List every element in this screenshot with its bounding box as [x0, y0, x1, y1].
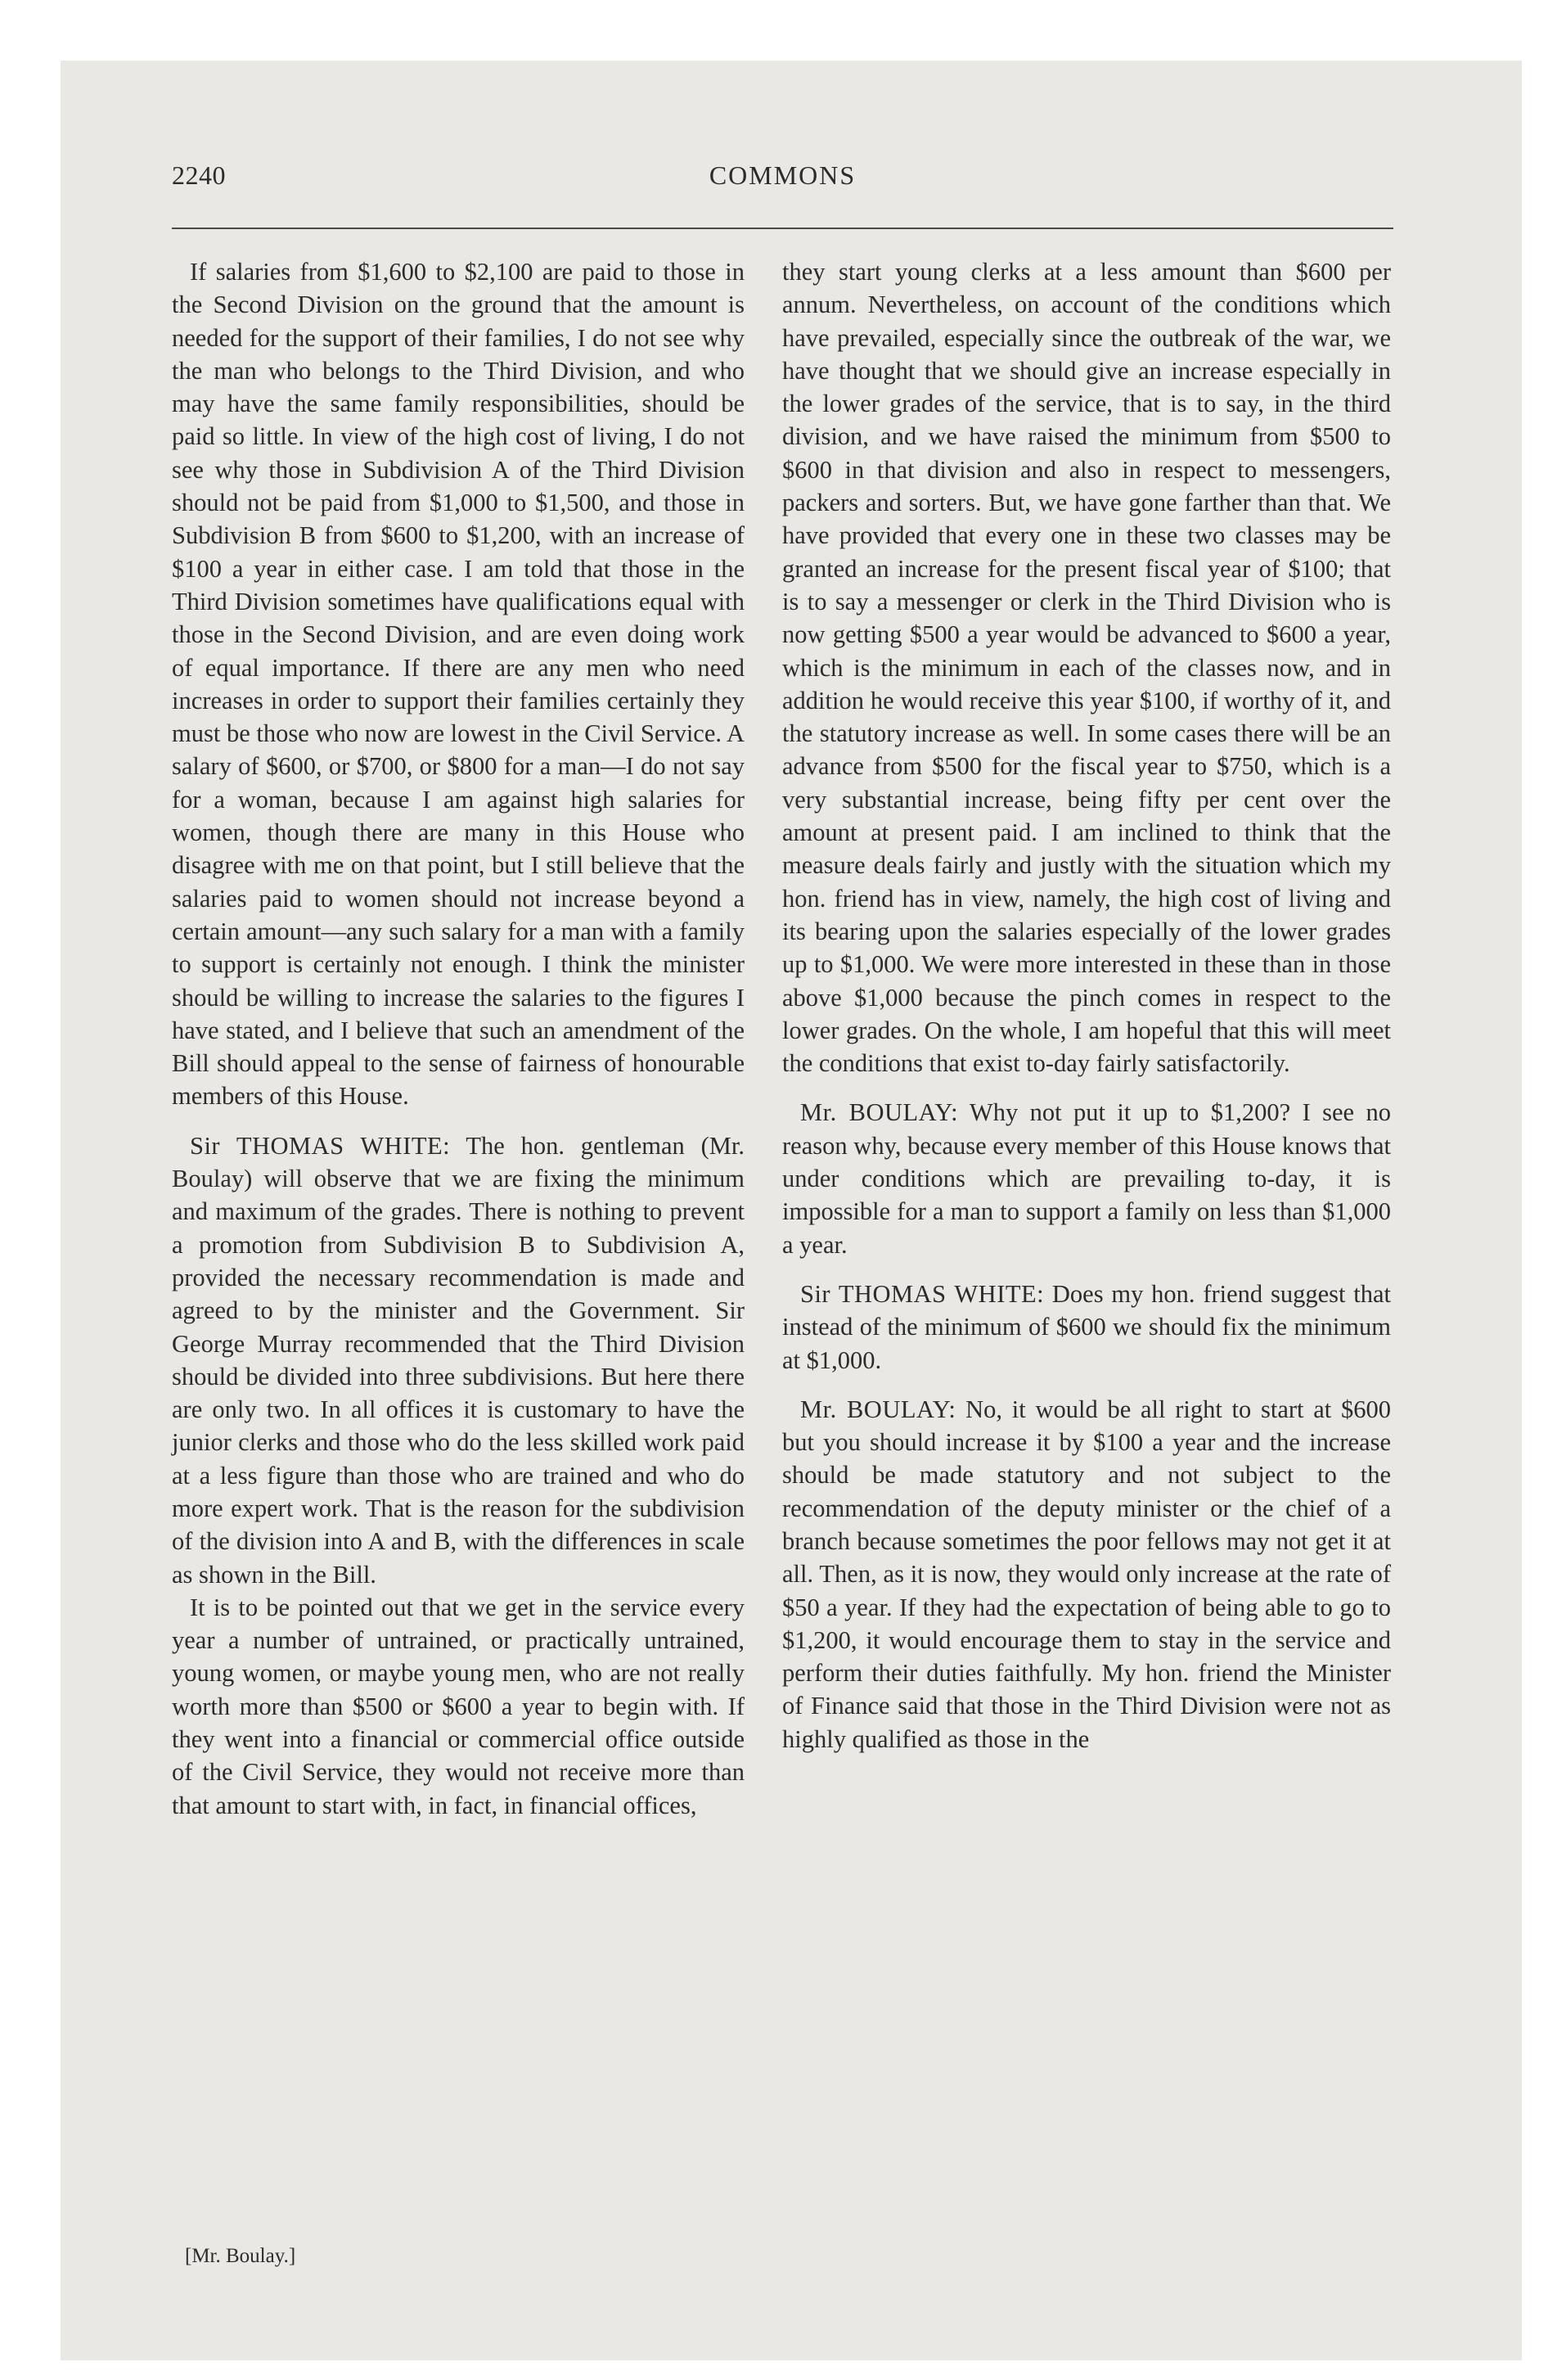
speech-text: Does my hon. friend suggest that instead of the minimum of $600 we should fix the minimum at $1,000.: [782, 1279, 1391, 1374]
footer-speaker-mark: [Mr. Boulay.]: [185, 2245, 296, 2267]
speaker-name: Mr. BOULAY:: [800, 1098, 959, 1127]
running-head: COMMONS: [709, 160, 857, 190]
speech-text: Why not put it up to $1,200? I see no reason why, because every member of this House knows that under conditions which are prevailing to-day, it is impossible for a man to support a family on less than $1,000 a year.: [782, 1098, 1391, 1259]
paragraph-boulay-question: [782, 1096, 1391, 1260]
speaker-name: Sir THOMAS WHITE:: [190, 1131, 451, 1160]
paragraph-white-question: [782, 1278, 1391, 1377]
header-rule: [172, 228, 1393, 229]
page-number: 2240: [172, 160, 226, 190]
left-column: [172, 255, 745, 1822]
paragraph-boulay-answer: [782, 1393, 1391, 1756]
paragraph-white-continued: It is to be pointed out that we get in the service every year a number of untrained, or practically untrained, young women, or maybe young men, who are not really worth more than $500 or $600 a year to begin with. If they went into a financial or commercial office outside of the Civil Service, they would not receive more than that amount to start with, in fact, in financial offices,: [172, 1593, 745, 1819]
speech-text: The hon. gentleman (Mr. Boulay) will observe that we are fixing the minimum and maximum of the grades. There is nothing to prevent a promotion from Subdivision B to Subdivision A, provided the necessary recommendation is made and agreed to by the minister and the Government. Sir George Murray recommended that the Third Division should be divided into three subdivisions. But here there are only two. In all offices it is customary to have the junior clerks and those who do the less skilled work paid at a less figure than those who are trained and who do more expert work. That is the reason for the subdivision of the division into A and B, with the differences in scale as shown in the Bill.: [172, 1131, 745, 1589]
paragraph-white-reply: [172, 1129, 745, 1591]
speaker-name: Mr. BOULAY:: [800, 1395, 956, 1423]
paragraph-boulay-speech: If salaries from $1,600 to $2,100 are paid to those in the Second Division on the ground that the amount is needed for the support of their families, I do not see why the man who belongs to the Third Division, and who may have the same family responsibilities, should be paid so little. In view of the high cost of living, I do not see why those in Subdivision A of the Third Division should not be paid from $1,000 to $1,500, and those in Subdivision B from $600 to $1,200, with an increase of $100 a year in either case. I am told that those in the Third Division sometimes have qualifications equal with those in the Second Division, and are even doing work of equal importance. If there are any men who need increases in order to support their families certainly they must be those who now are lowest in the Civil Service. A salary of $600, or $700, or $800 for a man—I do not say for a woman, because I am against high salaries for women, though there are many in this House who disagree with me on that point, but I still believe that the salaries paid to women should not increase beyond a certain amount—any such salary for a man with a family to support is certainly not enough. I think the minister should be willing to increase the salaries to the figures I have stated, and I believe that such an amendment of the Bill should appeal to the sense of fairness of honourable members of this House.: [172, 258, 745, 1111]
speaker-name: Sir THOMAS WHITE:: [800, 1279, 1045, 1308]
paragraph-continued: they start young clerks at a less amount than $600 per annum. Nevertheless, on account of the conditions which have prevailed, especially since the outbreak of the war, we have thought that we should give an increase especially in the lower grades of the service, that is to say, in the third division, and we have raised the minimum from $500 to $600 in that division and also in respect to messengers, packers and sorters. But, we have gone farther than that. We have provided that every one in these two classes may be granted an increase for the present fiscal year of $100; that is to say a messenger or clerk in the Third Division who is now getting $500 a year would be advanced to $600 a year, which is the minimum in each of the classes now, and in addition he would receive this year $100, if worthy of it, and the statutory increase as well. In some cases there will be an advance from $500 for the fiscal year to $750, which is a very substantial increase, being fifty per cent over the amount at present paid. I am inclined to think that the measure deals fairly and justly with the situation which my hon. friend has in view, namely, the high cost of living and its bearing upon the salaries especially of the lower grades up to $1,000. We were more interested in these than in those above $1,000 because the pinch comes in respect to the lower grades. On the whole, I am hopeful that this will meet the conditions that exist to-day fairly satisfactorily.: [782, 258, 1391, 1078]
speech-text: No, it would be all right to start at $600 but you should increase it by $100 a year and the increase should be made statutory and not subject to the recommendation of the deputy minister or the chief of a branch because sometimes the poor fellows may not get it at all. Then, as it is now, they would only increase at the rate of $50 a year. If they had the expectation of being able to go to $1,200, it would encourage them to stay in the service and perform their duties faithfully. My hon. friend the Minister of Finance said that those in the Third Division were not as highly qualified as those in the: [782, 1395, 1392, 1753]
page-header: [172, 160, 1393, 201]
right-column: [782, 255, 1391, 1756]
